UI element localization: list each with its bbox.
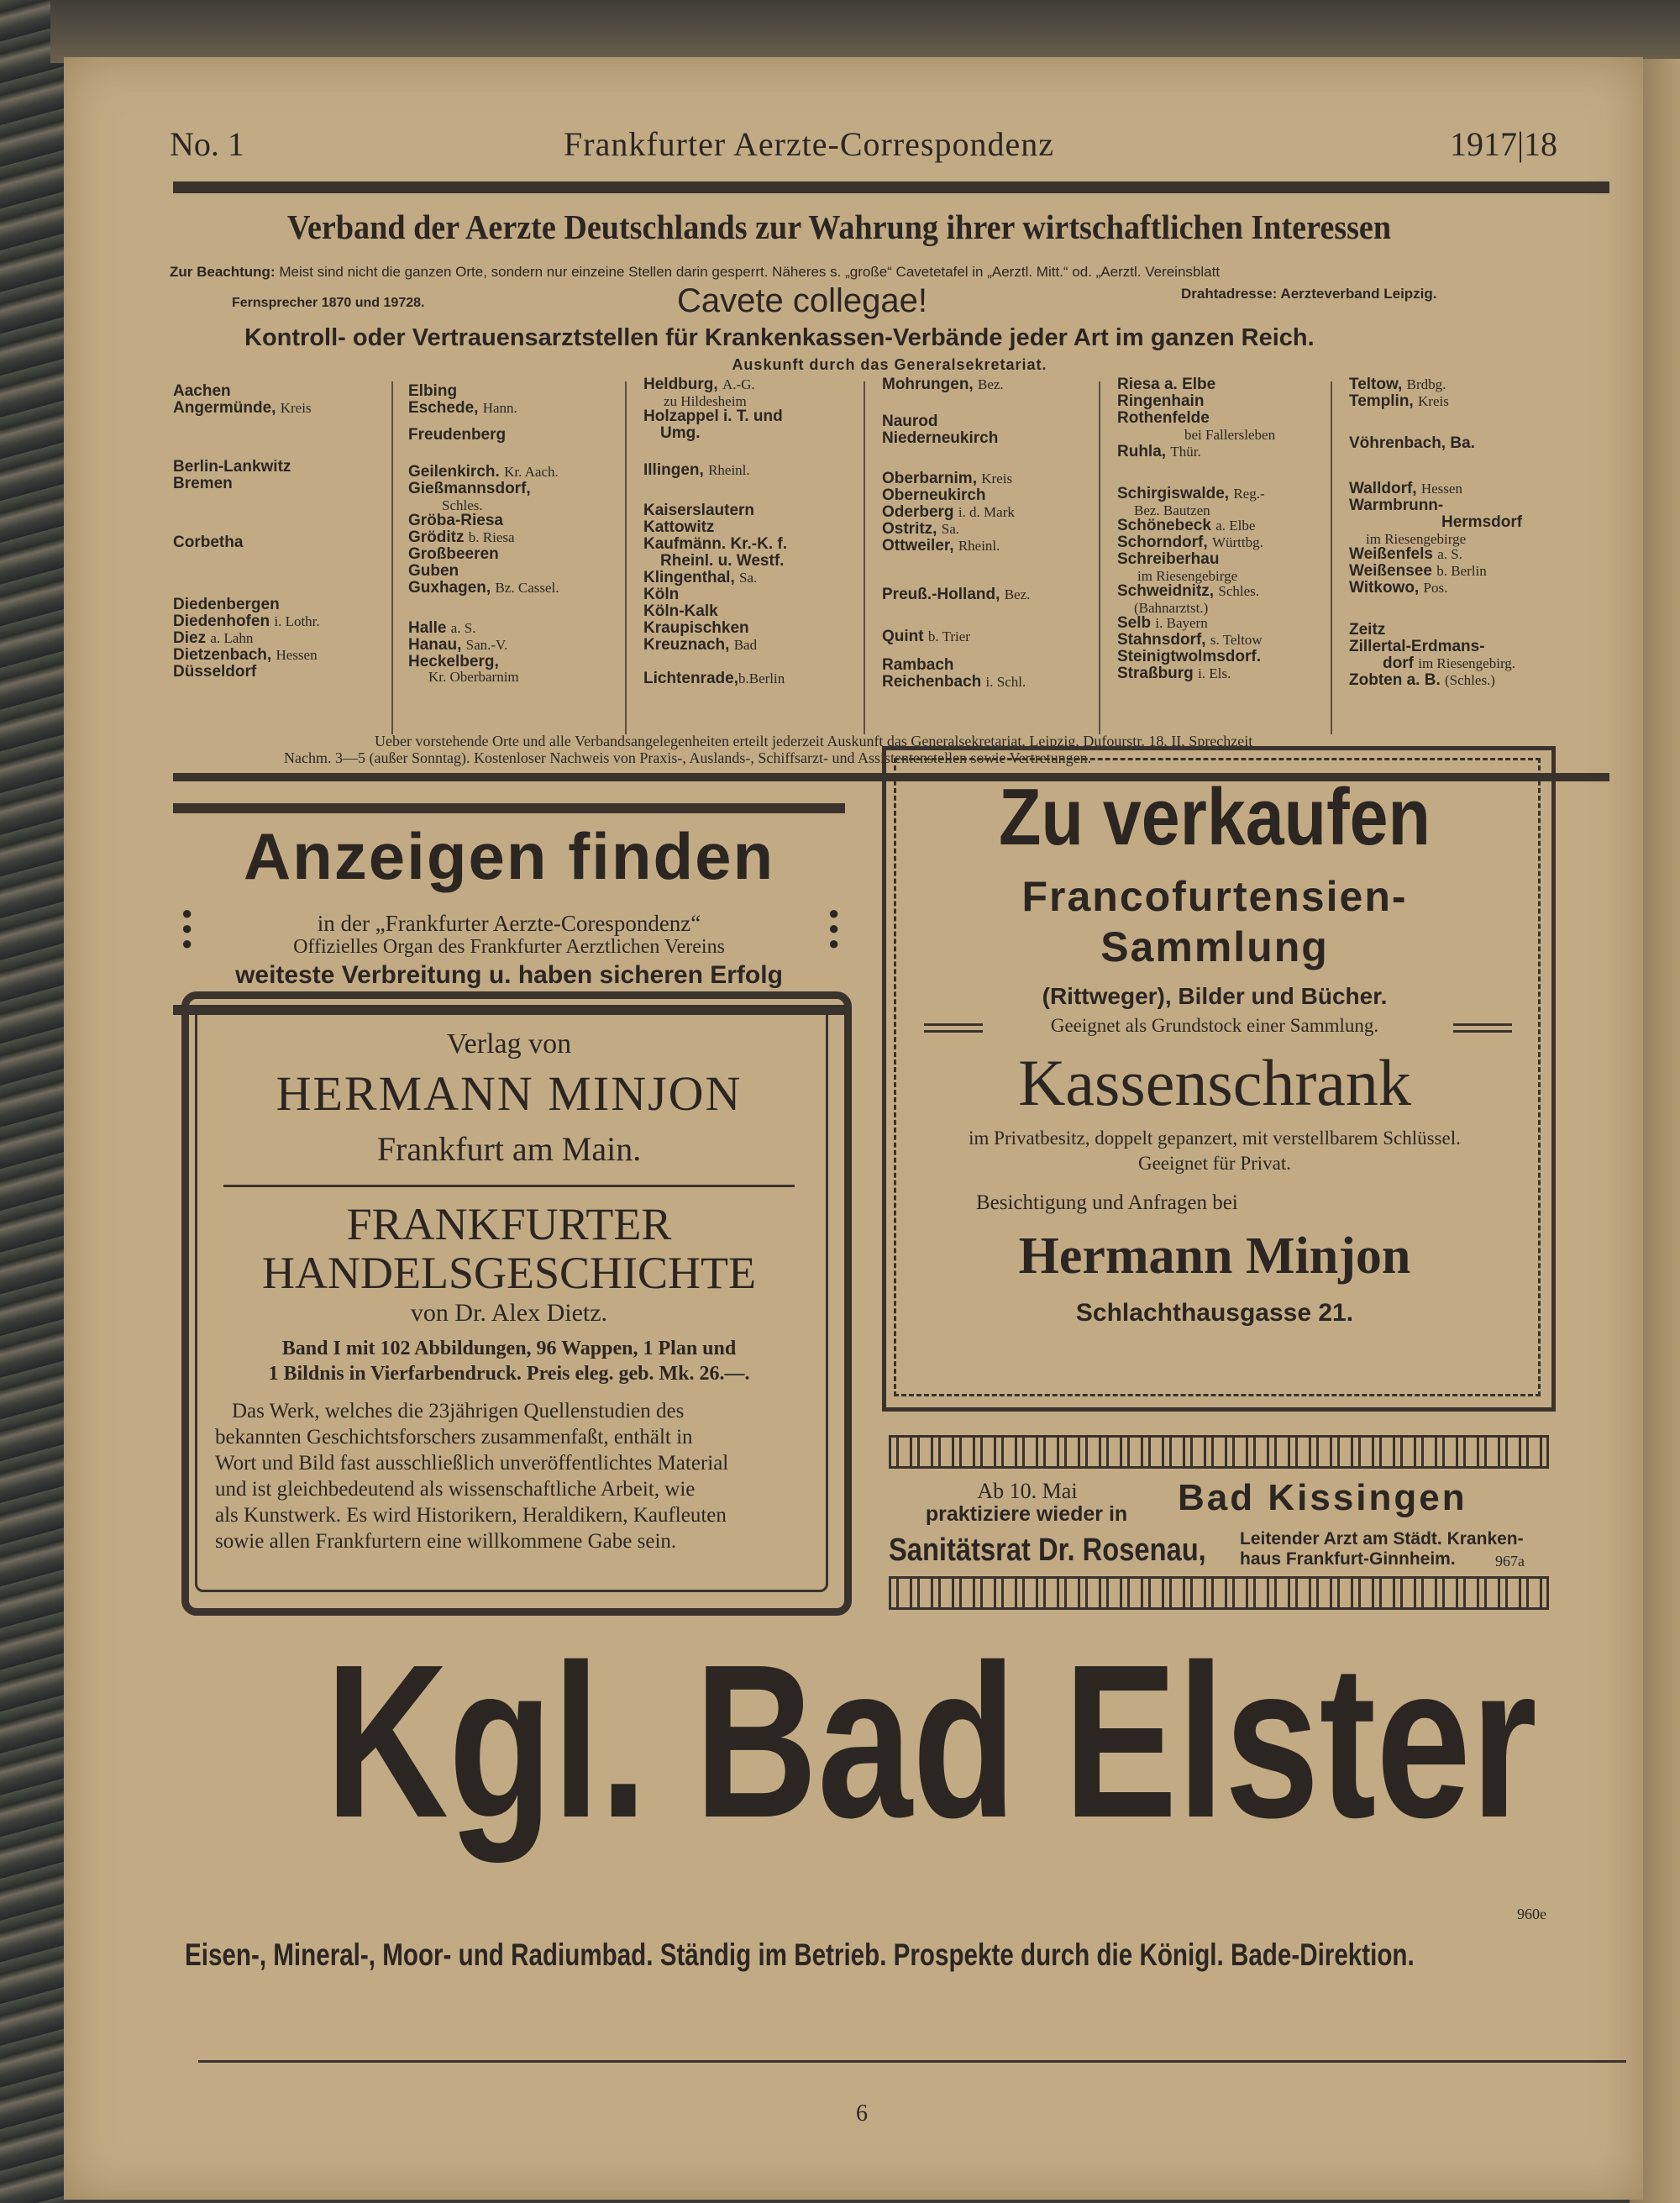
place-name: Aachen (173, 382, 231, 400)
place-entry (173, 664, 256, 681)
place-entry (882, 487, 986, 504)
verlag-author: von Dr. Alex Dietz. (410, 1299, 608, 1327)
place-name: Zillertal-Erdmans- (1349, 638, 1485, 655)
place-entry (1349, 497, 1443, 514)
header-rule (173, 181, 1609, 193)
place-entry (1117, 518, 1255, 534)
place-name: Eschede, (408, 399, 479, 417)
book-top-edge (50, 0, 1680, 63)
place-name: Diedenhofen (173, 613, 270, 630)
place-qualifier: San.-V. (465, 637, 508, 653)
place-name: Holzappel i. T. und (643, 407, 783, 425)
place-entry (1117, 376, 1215, 393)
place-qualifier: b. Berlin (1436, 563, 1487, 579)
place-qualifier: zu Hildesheim (664, 393, 747, 409)
dots-right: ● ● ● (828, 902, 840, 954)
place-entry (408, 427, 506, 444)
place-entry (1117, 583, 1259, 600)
place-name: Schreiberhau (1117, 550, 1220, 568)
place-name: Dietzenbach, (173, 646, 272, 664)
place-qualifier: Brdbg. (1406, 376, 1446, 392)
verkaufen-sub2: Sammlung (1100, 923, 1329, 970)
place-name: Oberbarnim, (882, 470, 977, 487)
place-name: Ostritz, (882, 520, 937, 538)
place-entry (882, 538, 1000, 555)
place-qualifier: i. Lothr. (274, 613, 320, 629)
place-name: Heckelberg, (408, 653, 499, 670)
place-entry (1117, 649, 1261, 665)
issue-year: 1917|18 (1450, 125, 1558, 163)
place-name: Klingenthal, (643, 569, 735, 586)
place-entry (173, 613, 320, 630)
place-name: Großbeeren (408, 545, 499, 563)
place-entry (882, 521, 959, 538)
verkaufen-title: Zu verkaufen (999, 772, 1431, 862)
column-divider (625, 381, 627, 734)
place-qualifier: i. Schl. (985, 674, 1026, 690)
newspaper-page (64, 57, 1643, 2200)
place-name: Guxhagen, (408, 579, 491, 597)
place-entry (173, 630, 253, 647)
place-entry (882, 657, 954, 674)
telegram-address: Drahtadresse: Aerzteverband Leipzig. (1181, 286, 1437, 302)
place-name: Köln-Kalk (643, 602, 718, 620)
kassenschrank-line3: Besichtigung und Anfragen bei (976, 1191, 1238, 1214)
verlag-title2: HANDELSGESCHICHTE (262, 1248, 756, 1298)
auskunft-line: Auskunft durch das Generalsekretariat. (732, 356, 1047, 373)
place-entry (1117, 410, 1210, 427)
place-name: Rothenfelde (1117, 409, 1210, 427)
place-entry (1117, 486, 1265, 502)
place-entry (643, 376, 755, 393)
place-name: Naurod (882, 413, 938, 430)
place-qualifier: Kreis (280, 400, 312, 416)
verlag-line1: Verlag von (446, 1028, 572, 1059)
place-qualifier: a. Lahn (210, 630, 254, 646)
kissingen-town: Bad Kissingen (1178, 1477, 1467, 1518)
place-qualifier: im Riesengebirge (1137, 568, 1238, 584)
place-entry (1383, 655, 1515, 672)
place-qualifier: Bad (733, 637, 758, 653)
place-entry (408, 563, 459, 580)
kissingen-code: 967a (1495, 1553, 1525, 1569)
place-entry (643, 570, 757, 586)
place-name: Kreuznach, (643, 636, 730, 654)
elster-line: Eisen-, Mineral-, Moor- und Radiumbad. Ständig im Betrieb. Prospekte durch die Königl. Bade-Direktion. (185, 1937, 1415, 1972)
place-name: dorf (1383, 655, 1414, 672)
rule-line (173, 803, 845, 813)
place-qualifier: Sa. (739, 570, 758, 586)
place-entry (173, 383, 231, 400)
place-qualifier: Hann. (482, 400, 517, 416)
place-qualifier: Hessen (276, 647, 318, 663)
anzeigen-title: Anzeigen finden (243, 819, 775, 893)
place-name: Schirgiswalde, (1117, 485, 1230, 502)
place-entry (643, 586, 679, 603)
place-entry (1117, 534, 1263, 551)
place-name: Gießmannsdorf, (408, 480, 531, 497)
place-name: Reichenbach (882, 673, 982, 691)
place-qualifier: Bez. (1004, 586, 1031, 602)
place-entry (408, 637, 507, 654)
verband-notice (170, 264, 1220, 281)
verlag-publisher: HERMANN MINJON (276, 1066, 743, 1121)
place-qualifier: A.-G. (722, 376, 755, 392)
place-qualifier: Bez. (977, 376, 1004, 392)
kassenschrank-line1: im Privatbesitz, doppelt gepanzert, mit verstellbarem Schlüssel. (969, 1128, 1461, 1149)
place-name: Schorndorf, (1117, 534, 1208, 551)
place-entry (1184, 427, 1275, 444)
elster-title: Kgl. Bad Elster (325, 1620, 1537, 1864)
verkaufen-contact-name: Hermann Minjon (1018, 1228, 1411, 1285)
place-name: Mohrungen, (882, 376, 974, 393)
place-name: Düsseldorf (173, 663, 257, 681)
place-entry (173, 534, 243, 551)
place-entry (1117, 632, 1263, 649)
verlag-title1: FRANKFURTER (346, 1199, 672, 1249)
notice-label: Zur Beachtung: (170, 264, 276, 280)
place-name: Weißensee (1349, 562, 1432, 580)
kontroll-line: Kontroll- oder Vertrauensarztstellen für Krankenkassen-Verbände jeder Art im ganzen Reich. (244, 324, 1315, 351)
place-entry (1117, 444, 1201, 460)
anzeigen-line2: Offizielles Organ des Frankfurter Aerztlichen Vereins (293, 936, 725, 958)
journal-title: Frankfurter Aerzte-Correspondenz (564, 125, 1054, 163)
place-qualifier: Reg.- (1233, 486, 1265, 502)
place-name: Oderberg (882, 503, 954, 521)
place-name: Steinigtwolmsdorf. (1117, 648, 1261, 665)
place-name: Bremen (173, 475, 233, 492)
place-name: Guben (408, 562, 459, 580)
place-name: Niederneukirch (882, 429, 999, 447)
place-entry (882, 674, 1026, 691)
place-name: Teltow, (1349, 376, 1403, 393)
place-name: Lichtenrade, (643, 670, 738, 687)
rule-line (223, 1185, 795, 1187)
place-name: Elbing (408, 382, 458, 400)
place-name: Witkowo, (1349, 579, 1420, 597)
place-entry (173, 476, 233, 492)
verlag-description (215, 1398, 820, 1554)
place-entry (643, 620, 749, 637)
phone-numbers: Fernsprecher 1870 und 19728. (232, 296, 425, 310)
place-entry (408, 546, 499, 563)
place-entry (1349, 639, 1485, 655)
place-qualifier: Sa. (941, 521, 959, 537)
place-name: Schönebeck (1117, 517, 1211, 534)
verlag-city: Frankfurt am Main. (376, 1130, 642, 1168)
anzeigen-line3: weiteste Verbreitung u. haben sicheren Erfolg (235, 961, 783, 989)
place-entry (408, 481, 531, 497)
ornament-band-bottom (889, 1576, 1549, 1610)
page-number: 6 (856, 2100, 868, 2127)
place-entry (882, 413, 938, 430)
place-name: Diez (173, 629, 207, 647)
place-name: Diedenbergen (173, 596, 280, 613)
place-name: Schweidnitz, (1117, 582, 1215, 600)
place-qualifier: bei Fallersleben (1184, 427, 1276, 443)
place-entry (1349, 672, 1495, 689)
place-qualifier: im Riesengebirg. (1418, 655, 1516, 671)
place-entry (1117, 551, 1219, 568)
place-entry (882, 430, 998, 447)
place-entry (1349, 546, 1462, 563)
place-entry (1349, 393, 1449, 410)
place-qualifier: (Bahnarztst.) (1134, 600, 1209, 616)
verband-footer-line2: Nachm. 3—5 (außer Sonntag). Kostenloser Nachweis von Praxis-, Auslands-, Schiffsarzt- und Assistentenstellen sowie Vertretungen. (284, 749, 1092, 766)
place-name: Kaufmänn. Kr.-K. f. (643, 535, 788, 553)
kassenschrank-title: Kassenschrank (1018, 1046, 1411, 1119)
place-name: Vöhrenbach, Ba. (1349, 434, 1475, 452)
kissingen-role1: Leitender Arzt am Städt. Kranken- (1240, 1529, 1524, 1548)
place-qualifier: Kr. Aach. (504, 464, 559, 480)
place-qualifier: Thür. (1170, 444, 1201, 460)
place-qualifier: Kreis (1418, 393, 1449, 409)
place-entry (643, 462, 750, 479)
place-qualifier: Rheinl. (958, 538, 1000, 554)
place-name: Freudenberg (408, 426, 507, 444)
place-name: Rambach (882, 656, 954, 674)
place-entry (408, 400, 517, 417)
place-entry (660, 425, 701, 442)
place-entry (1441, 514, 1522, 531)
place-qualifier: i. Bayern (1155, 615, 1208, 631)
dots-left: ● ● ● (181, 902, 193, 954)
place-qualifier: a. S. (450, 620, 476, 636)
place-name: Rheinl. u. Westf. (660, 552, 785, 570)
place-entry (1349, 376, 1446, 393)
place-name: Kattowitz (643, 518, 715, 536)
place-entry (408, 654, 499, 670)
place-name: Hanau, (408, 636, 462, 654)
place-name: Umg. (660, 424, 701, 442)
place-qualifier: a. S. (1437, 546, 1462, 562)
place-name: Zeitz (1349, 621, 1386, 639)
place-qualifier: i. Els. (1198, 665, 1231, 681)
notice-text: Meist sind nicht die ganzen Orte, sondern nur einzeine Stellen darin gesperrt. Näheres s. „große“ Cavetetafel in „Aerztl. Mitt.“ od. „Aerztl. Vereinsblatt (279, 264, 1221, 280)
verkaufen-address: Schlachthausgasse 21. (1075, 1299, 1354, 1327)
place-name: Angermünde, (173, 399, 276, 417)
place-name: Kaiserslautern (643, 502, 755, 519)
place-name: Corbetha (173, 534, 244, 551)
verband-footer-line1: Ueber vorstehende Orte und alle Verbandsangelegenheiten erteilt jederzeit Auskunft das Generalsekretariat, Leipzig, Dufourstr. 18, II, Sprechzeit (375, 733, 1253, 749)
place-name: Berlin-Lankwitz (173, 458, 291, 476)
place-entry (643, 536, 787, 553)
verlag-band2: 1 Bildnis in Vierfarbendruck. Preis eleg. geb. Mk. 26.—. (268, 1363, 750, 1385)
place-entry (1349, 563, 1487, 580)
place-entry (1117, 393, 1204, 410)
verkaufen-sub4: Geeignet als Grundstock einer Sammlung. (1050, 1015, 1379, 1036)
place-entry (660, 553, 784, 570)
place-entry (1349, 481, 1462, 497)
place-entry (1117, 665, 1231, 682)
place-entry (882, 376, 1004, 393)
ornament-band-top (889, 1435, 1549, 1469)
place-name: Templin, (1349, 392, 1414, 410)
elster-code: 960e (1517, 1906, 1546, 1922)
place-name: Weißenfels (1349, 545, 1433, 563)
place-name: Geilenkirch. (408, 463, 500, 481)
column-divider (1331, 381, 1332, 734)
place-entry (1349, 622, 1385, 639)
place-entry (882, 471, 1012, 487)
place-qualifier: i. d. Mark (958, 504, 1015, 520)
column-divider (864, 381, 865, 734)
place-name: Köln (643, 586, 680, 603)
place-qualifier: s. Teltow (1210, 632, 1263, 648)
kissingen-doctor: Sanitätsrat Dr. Rosenau, (889, 1533, 1206, 1568)
place-entry (408, 513, 503, 529)
place-name: Stahnsdorf, (1117, 631, 1206, 649)
text-line: Wort und Bild fast ausschließlich unveröffentlichtes Material (215, 1452, 729, 1475)
place-entry (882, 628, 970, 645)
verband-title: Verband der Aerzte Deutschlands zur Wahrung ihrer wirtschaftlichen Interessen (286, 208, 1392, 246)
place-qualifier: a. Elbe (1215, 518, 1256, 534)
place-entry (643, 408, 783, 425)
cavete-collegae: Cavete collegae! (677, 282, 927, 319)
place-name: Walldorf, (1349, 480, 1417, 497)
place-name: Heldburg, (643, 376, 718, 393)
place-qualifier: Bz. Cassel. (495, 580, 559, 596)
marbled-cover-edge (0, 0, 67, 2203)
place-name: Preuß.-Holland, (882, 586, 1000, 603)
place-entry (643, 519, 714, 536)
place-entry (173, 597, 280, 613)
text-line: sowie allen Frankfurtern eine willkommene Gabe sein. (215, 1530, 677, 1553)
kassenschrank-line2: Geeignet für Privat. (1137, 1153, 1292, 1174)
bottom-rule (198, 2060, 1626, 2063)
kissingen-praktiziere: praktiziere wieder in (925, 1502, 1128, 1526)
place-entry (643, 670, 785, 687)
place-name: Gröba-Riesa (408, 512, 503, 529)
place-name: Oberneukirch (882, 486, 986, 504)
place-name: Quint (882, 628, 924, 645)
place-qualifier: Rheinl. (708, 462, 750, 478)
place-entry (643, 637, 757, 654)
place-name: Hermsdorf (1441, 513, 1523, 531)
place-entry (173, 459, 291, 476)
place-qualifier: Bez. Bautzen (1134, 502, 1210, 518)
place-entry (408, 464, 559, 481)
place-name: Warmbrunn- (1349, 497, 1444, 514)
verkaufen-sub3: (Rittweger), Bilder und Bücher. (1042, 983, 1388, 1009)
place-entry (1349, 435, 1475, 452)
place-name: Selb (1117, 614, 1152, 632)
place-qualifier: b. Trier (927, 628, 970, 644)
place-entry (408, 620, 475, 637)
text-line: Das Werk, welches die 23jährigen Quellenstudien des (232, 1400, 685, 1422)
place-qualifier: b.Berlin (738, 670, 785, 686)
place-name: Ruhla, (1117, 443, 1167, 460)
text-line: als Kunstwerk. Es wird Historikern, Heraldikern, Kaufleuten (215, 1504, 727, 1527)
column-divider (1099, 381, 1100, 734)
place-name: Zobten a. B. (1349, 671, 1441, 689)
place-entry (643, 502, 754, 519)
place-qualifier: b. Riesa (468, 529, 515, 545)
place-entry (173, 647, 318, 664)
place-name: Ottweiler, (882, 537, 954, 555)
verlag-band1: Band I mit 102 Abbildungen, 96 Wappen, 1 Plan und (281, 1338, 737, 1359)
place-entry (1349, 580, 1447, 597)
place-entry (408, 580, 559, 597)
place-entry (408, 383, 457, 400)
place-entry (1117, 615, 1208, 632)
place-entry (882, 504, 1015, 521)
place-name: Gröditz (408, 528, 465, 546)
place-entry (173, 400, 312, 417)
verkaufen-sub1: Francofurtensien- (1021, 873, 1408, 920)
place-entry (882, 586, 1030, 603)
column-divider (391, 381, 393, 734)
place-entry (428, 669, 519, 686)
place-name: Kraupischken (643, 619, 749, 637)
place-qualifier: Kr. Oberbarnim (428, 669, 519, 685)
place-qualifier: Hessen (1420, 481, 1462, 497)
place-qualifier: Schles. (442, 497, 483, 513)
place-entry (408, 529, 515, 546)
kissingen-role2: haus Frankfurt-Ginnheim. (1240, 1549, 1456, 1569)
place-name: Halle (408, 619, 447, 637)
place-qualifier: Schles. (1218, 583, 1259, 599)
place-entry (643, 603, 718, 620)
place-name: Riesa a. Elbe (1117, 376, 1216, 393)
place-qualifier: Pos. (1423, 580, 1448, 596)
anzeigen-line1: in der „Frankfurter Aerzte-Corespondenz“ (317, 911, 701, 936)
kissingen-ab: Ab 10. Mai (977, 1479, 1078, 1503)
issue-number: No. 1 (170, 125, 244, 163)
text-line: bekannten Geschichtsforschers zusammenfaßt, enthält in (215, 1426, 693, 1449)
place-qualifier: im Riesengebirge (1366, 531, 1467, 547)
place-name: Straßburg (1117, 665, 1194, 682)
text-line: und ist gleichbedeutend als wissenschaftliche Arbeit, wie (215, 1478, 696, 1501)
place-qualifier: Württbg. (1211, 534, 1263, 550)
place-name: Ringenhain (1117, 392, 1205, 410)
place-qualifier: (Schles.) (1445, 672, 1495, 688)
place-name: Illingen, (643, 461, 704, 479)
place-qualifier: Kreis (981, 471, 1013, 486)
